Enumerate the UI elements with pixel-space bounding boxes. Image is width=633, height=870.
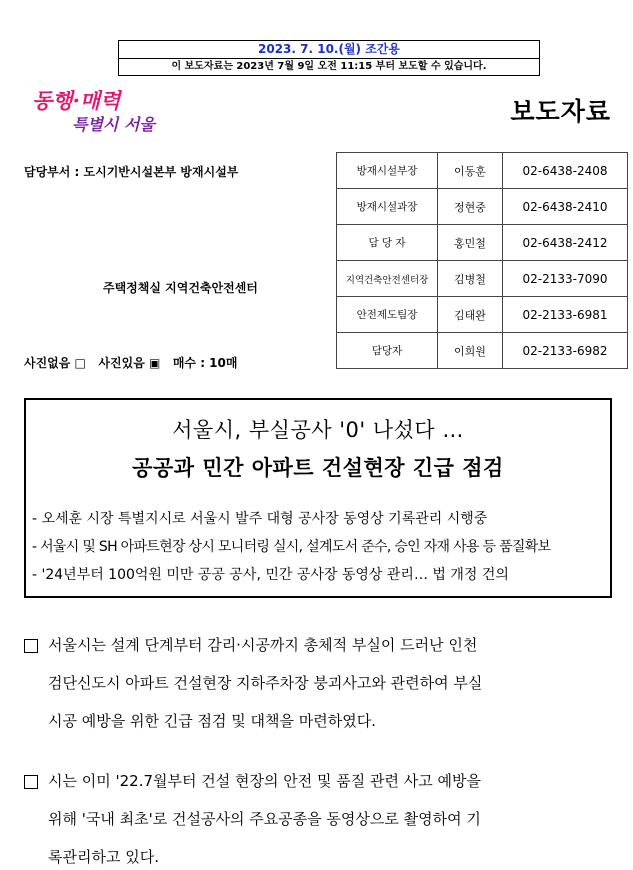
summary-box bbox=[24, 398, 612, 598]
paragraph-line: 서울시는 설계 단계부터 감리·시공까지 총체적 부실이 드러난 인천 bbox=[48, 636, 478, 654]
paragraph-line: 위해 '국내 최초'로 건설공사의 주요공종을 동영상으로 촬영하여 기 bbox=[48, 810, 481, 828]
contact-role: 안전제도팀장 bbox=[337, 297, 438, 333]
contact-name: 홍민철 bbox=[438, 225, 503, 261]
contact-name: 이희원 bbox=[438, 333, 503, 369]
contact-phone: 02-6438-2410 bbox=[503, 189, 628, 225]
table-row bbox=[337, 225, 628, 261]
contact-role: 지역건축안전센터장 bbox=[337, 261, 438, 297]
contact-phone: 02-2133-6981 bbox=[503, 297, 628, 333]
checkbox-bullet-icon bbox=[24, 639, 38, 653]
document-type: 보도자료 bbox=[510, 97, 611, 126]
contact-name: 정현중 bbox=[438, 189, 503, 225]
table-row bbox=[337, 297, 628, 333]
summary-bullet: - 오세훈 시장 특별지시로 서울시 발주 대형 공사장 동영상 기록관리 시행중 bbox=[32, 511, 488, 527]
paragraph-line: 검단신도시 아파트 건설현장 지하주차장 붕괴사고와 관련하여 부실 bbox=[48, 674, 483, 692]
body-paragraph bbox=[24, 770, 614, 870]
contact-name: 김태완 bbox=[438, 297, 503, 333]
headline-secondary: 공공과 민간 아파트 건설현장 긴급 점검 bbox=[132, 456, 504, 480]
contact-table bbox=[336, 152, 628, 369]
embargo-box bbox=[118, 40, 540, 76]
contact-role: 방재시설부장 bbox=[337, 153, 438, 189]
checkbox-bullet-icon bbox=[24, 775, 38, 789]
contact-phone: 02-2133-7090 bbox=[503, 261, 628, 297]
table-row bbox=[337, 189, 628, 225]
table-row bbox=[337, 333, 628, 369]
contact-role: 방재시설과장 bbox=[337, 189, 438, 225]
embargo-date: 2023. 7. 10.(월) 조간용 bbox=[119, 41, 539, 59]
contact-role: 담당자 bbox=[337, 333, 438, 369]
seoul-logo bbox=[30, 86, 160, 136]
logo-line2: 특별시 서울 bbox=[72, 115, 155, 134]
table-row bbox=[337, 153, 628, 189]
table-row bbox=[337, 261, 628, 297]
contact-phone: 02-2133-6982 bbox=[503, 333, 628, 369]
contact-role: 담 당 자 bbox=[337, 225, 438, 261]
embargo-note: 이 보도자료는 2023년 7월 9일 오전 11:15 부터 보도할 수 있습니다. bbox=[171, 61, 487, 72]
photo-info: 사진없음 □ 사진있음 ▣ 매수 : 10매 bbox=[24, 356, 238, 370]
headline-primary: 서울시, 부실공사 '0' 나섰다 … bbox=[172, 418, 464, 442]
paragraph-line: 록관리하고 있다. bbox=[48, 848, 159, 866]
paragraph-line: 시는 이미 '22.7월부터 건설 현장의 안전 및 품질 관련 사고 예방을 bbox=[48, 772, 481, 790]
contact-phone: 02-6438-2412 bbox=[503, 225, 628, 261]
summary-bullet: - 서울시 및 SH 아파트현장 상시 모니터링 실시, 설계도서 준수, 승인 자재 사용 등 품질확보 bbox=[32, 539, 551, 555]
dept-secondary: 주택정책실 지역건축안전센터 bbox=[103, 281, 258, 295]
body-paragraph bbox=[24, 634, 614, 734]
summary-bullet: - '24년부터 100억원 미만 공공 공사, 민간 공사장 동영상 관리… 법 개정 건의 bbox=[32, 567, 509, 583]
paragraph-line: 시공 예방을 위한 긴급 점검 및 대책을 마련하였다. bbox=[48, 712, 376, 730]
contact-name: 김병철 bbox=[438, 261, 503, 297]
contact-phone: 02-6438-2408 bbox=[503, 153, 628, 189]
logo-line1: 동행·매력 bbox=[32, 88, 121, 113]
contact-name: 이동훈 bbox=[438, 153, 503, 189]
dept-primary: 담당부서 : 도시기반시설본부 방재시설부 bbox=[24, 165, 239, 179]
